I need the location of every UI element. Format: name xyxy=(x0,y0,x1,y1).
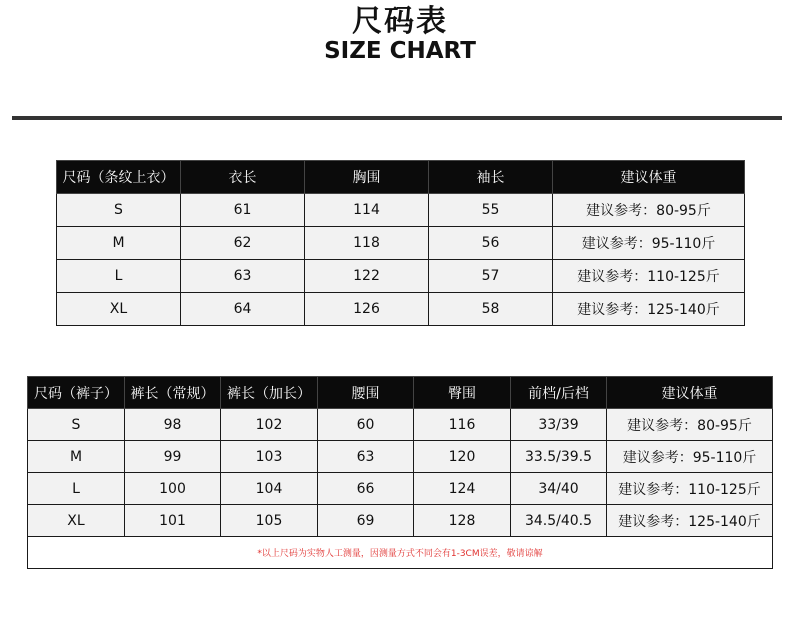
bottom-size-table xyxy=(27,376,773,569)
table-cell: 102 xyxy=(221,409,318,441)
table-cell: 建议参考：95-110斤 xyxy=(607,441,773,473)
title-divider xyxy=(12,116,782,120)
column-header: 尺码（裤子） xyxy=(28,377,125,409)
table-row xyxy=(57,227,745,260)
table-note-row xyxy=(28,537,773,569)
table-cell: M xyxy=(57,227,181,260)
table-cell: 58 xyxy=(429,293,553,326)
table-cell: 128 xyxy=(414,505,511,537)
table-header-row xyxy=(57,161,745,194)
table-cell: 124 xyxy=(414,473,511,505)
table-cell: XL xyxy=(28,505,125,537)
table-cell: 104 xyxy=(221,473,318,505)
column-header: 臀围 xyxy=(414,377,511,409)
table-cell: 建议参考：125-140斤 xyxy=(553,293,745,326)
table-cell: 60 xyxy=(318,409,414,441)
table-cell: 120 xyxy=(414,441,511,473)
table-cell: 66 xyxy=(318,473,414,505)
table-cell: 55 xyxy=(429,194,553,227)
table-cell: 122 xyxy=(305,260,429,293)
table-cell: 62 xyxy=(181,227,305,260)
table-cell: S xyxy=(57,194,181,227)
top-size-table xyxy=(56,160,745,326)
table-cell: 114 xyxy=(305,194,429,227)
table-cell: XL xyxy=(57,293,181,326)
table-cell: 61 xyxy=(181,194,305,227)
table-cell: 34.5/40.5 xyxy=(511,505,607,537)
column-header: 尺码（条纹上衣） xyxy=(57,161,181,194)
table-cell: 98 xyxy=(125,409,221,441)
table-cell: 33.5/39.5 xyxy=(511,441,607,473)
table-cell: 101 xyxy=(125,505,221,537)
column-header: 前档/后档 xyxy=(511,377,607,409)
column-header: 胸围 xyxy=(305,161,429,194)
table-cell: 建议参考：95-110斤 xyxy=(553,227,745,260)
table-cell: 126 xyxy=(305,293,429,326)
page-subtitle: SIZE CHART xyxy=(324,38,476,64)
table-cell: 69 xyxy=(318,505,414,537)
column-header: 建议体重 xyxy=(607,377,773,409)
column-header: 衣长 xyxy=(181,161,305,194)
table-cell: L xyxy=(28,473,125,505)
table-cell: 33/39 xyxy=(511,409,607,441)
column-header: 裤长（常规） xyxy=(125,377,221,409)
table-cell: 63 xyxy=(318,441,414,473)
table-cell: 105 xyxy=(221,505,318,537)
table-cell: 建议参考：110-125斤 xyxy=(553,260,745,293)
table-cell: 建议参考：80-95斤 xyxy=(607,409,773,441)
table-row xyxy=(57,293,745,326)
column-header: 裤长（加长） xyxy=(221,377,318,409)
table-header-row xyxy=(28,377,773,409)
table-cell: S xyxy=(28,409,125,441)
table-row xyxy=(28,409,773,441)
table-cell: 103 xyxy=(221,441,318,473)
table-cell: 100 xyxy=(125,473,221,505)
table-cell: 99 xyxy=(125,441,221,473)
table-cell: 64 xyxy=(181,293,305,326)
table-cell: 建议参考：80-95斤 xyxy=(553,194,745,227)
table-row xyxy=(57,260,745,293)
table-cell: 118 xyxy=(305,227,429,260)
table-cell: 116 xyxy=(414,409,511,441)
column-header: 建议体重 xyxy=(553,161,745,194)
column-header: 袖长 xyxy=(429,161,553,194)
column-header: 腰围 xyxy=(318,377,414,409)
table-cell: 63 xyxy=(181,260,305,293)
table-cell: 57 xyxy=(429,260,553,293)
table-cell: 建议参考：125-140斤 xyxy=(607,505,773,537)
table-row xyxy=(28,441,773,473)
table-row xyxy=(28,473,773,505)
page-title: 尺码表 xyxy=(352,4,448,39)
table-cell: 56 xyxy=(429,227,553,260)
table-cell: L xyxy=(57,260,181,293)
table-cell: 建议参考：110-125斤 xyxy=(607,473,773,505)
table-cell: M xyxy=(28,441,125,473)
table-row xyxy=(28,505,773,537)
table-row xyxy=(57,194,745,227)
table-cell: 34/40 xyxy=(511,473,607,505)
measurement-note: *以上尺码为实物人工测量，因测量方式不同会有1-3CM误差，敬请谅解 xyxy=(28,537,773,569)
